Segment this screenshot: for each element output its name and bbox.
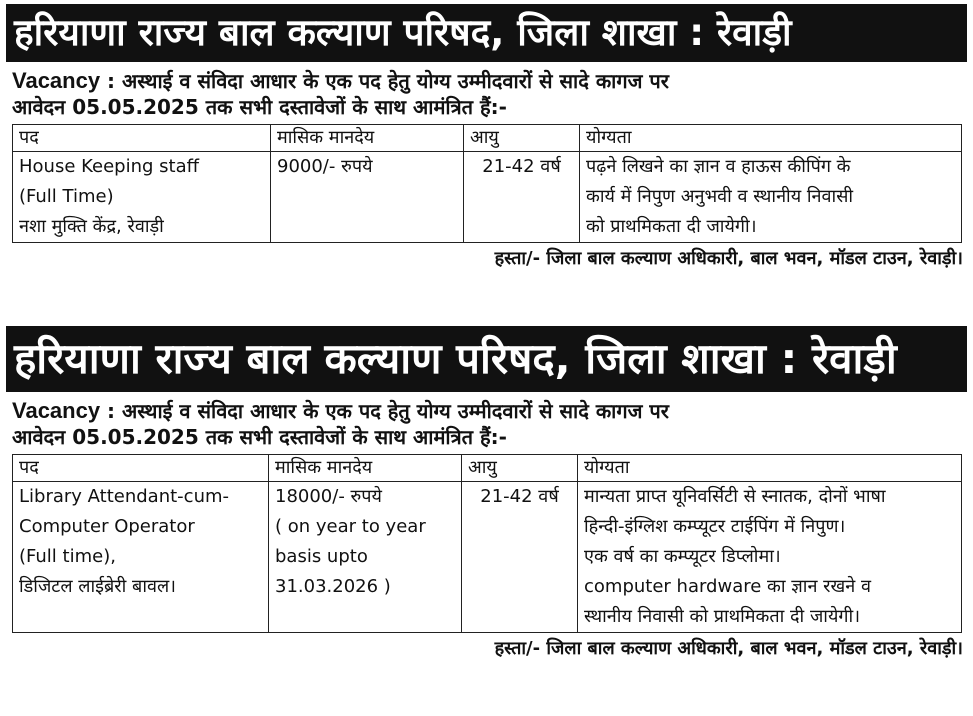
cell-salary <box>271 152 464 243</box>
qualification-line: हिन्दी-इंग्लिश कम्प्यूटर टाईपिंग में निपुण। <box>584 516 846 537</box>
intro-line-2: आवेदन 05.05.2025 तक सभी दस्तावेजों के साथ आमंत्रित हैं:- <box>12 425 507 449</box>
table-header-row <box>13 125 962 152</box>
header-age: आयु <box>464 125 580 152</box>
post-line: (Full Time) <box>19 186 114 207</box>
post-line: डिजिटल लाईब्रेरी बावल। <box>19 576 177 597</box>
intro-text-1: : अस्थाई व संविदा आधार के एक पद हेतु योग्य उम्मीदवारों से सादे कागज पर <box>100 69 669 93</box>
cell-salary <box>269 482 462 633</box>
notice-headline: हरियाणा राज्य बाल कल्याण परिषद, जिला शाखा : रेवाड़ी <box>6 326 967 392</box>
header-qualification: योग्यता <box>580 125 962 152</box>
cell-age <box>462 482 578 633</box>
notice-signature: हस्ता/- जिला बाल कल्याण अधिकारी, बाल भवन, मॉडल टाउन, रेवाड़ी। <box>494 638 963 659</box>
vacancy-notice-library <box>6 326 967 712</box>
qualification-line: एक वर्ष का कम्प्यूटर डिप्लोमा। <box>584 546 781 567</box>
post-line: Library Attendant-cum- <box>19 486 230 507</box>
cell-age <box>464 152 580 243</box>
salary-line: 31.03.2026 ) <box>275 576 391 597</box>
vacancy-table <box>12 454 962 633</box>
post-line: (Full time), <box>19 546 116 567</box>
vacancy-label: Vacancy <box>12 398 101 423</box>
header-post: पद <box>13 125 271 152</box>
age-value: 21-42 वर्ष <box>482 156 561 177</box>
header-salary: मासिक मानदेय <box>269 455 462 482</box>
qualification-line: पढ़ने लिखने का ज्ञान व हाऊस कीपिंग के <box>586 156 851 177</box>
table-header-row <box>13 455 962 482</box>
cell-qualification <box>578 482 962 633</box>
intro-line-1 <box>12 68 961 94</box>
header-post: पद <box>13 455 269 482</box>
notice-intro <box>6 62 967 120</box>
cell-post <box>13 482 269 633</box>
post-line: नशा मुक्ति केंद्र, रेवाड़ी <box>19 216 164 237</box>
notice-signature: हस्ता/- जिला बाल कल्याण अधिकारी, बाल भवन, मॉडल टाउन, रेवाड़ी। <box>494 248 963 269</box>
cell-qualification <box>580 152 962 243</box>
header-qualification: योग्यता <box>578 455 962 482</box>
salary-line: 18000/- रुपये <box>275 486 382 507</box>
qualification-line: computer hardware का ज्ञान रखने व <box>584 576 871 597</box>
post-line: Computer Operator <box>19 516 195 537</box>
qualification-line: मान्यता प्राप्त यूनिवर्सिटी से स्नातक, दोनों भाषा <box>584 486 886 507</box>
intro-line-2: आवेदन 05.05.2025 तक सभी दस्तावेजों के साथ आमंत्रित हैं:- <box>12 95 507 119</box>
intro-line-1 <box>12 398 961 424</box>
vacancy-label: Vacancy <box>12 68 101 93</box>
salary-line: 9000/- रुपये <box>277 156 373 177</box>
table-row <box>13 152 962 243</box>
qualification-line: कार्य में निपुण अनुभवी व स्थानीय निवासी <box>586 186 854 207</box>
post-line: House Keeping staff <box>19 156 200 177</box>
notice-headline: हरियाणा राज्य बाल कल्याण परिषद, जिला शाखा : रेवाड़ी <box>6 4 967 62</box>
table-row <box>13 482 962 633</box>
notice-intro <box>6 392 967 450</box>
vacancy-table <box>12 124 962 243</box>
age-value: 21-42 वर्ष <box>480 486 559 507</box>
qualification-line: को प्राथमिकता दी जायेगी। <box>586 216 757 237</box>
cell-post <box>13 152 271 243</box>
salary-line: basis upto <box>275 546 368 567</box>
qualification-line: स्थानीय निवासी को प्राथमिकता दी जायेगी। <box>584 606 861 627</box>
header-salary: मासिक मानदेय <box>271 125 464 152</box>
intro-text-1: : अस्थाई व संविदा आधार के एक पद हेतु योग्य उम्मीदवारों से सादे कागज पर <box>100 399 669 423</box>
vacancy-notice-housekeeping <box>6 4 967 294</box>
salary-line: ( on year to year <box>275 516 426 537</box>
header-age: आयु <box>462 455 578 482</box>
